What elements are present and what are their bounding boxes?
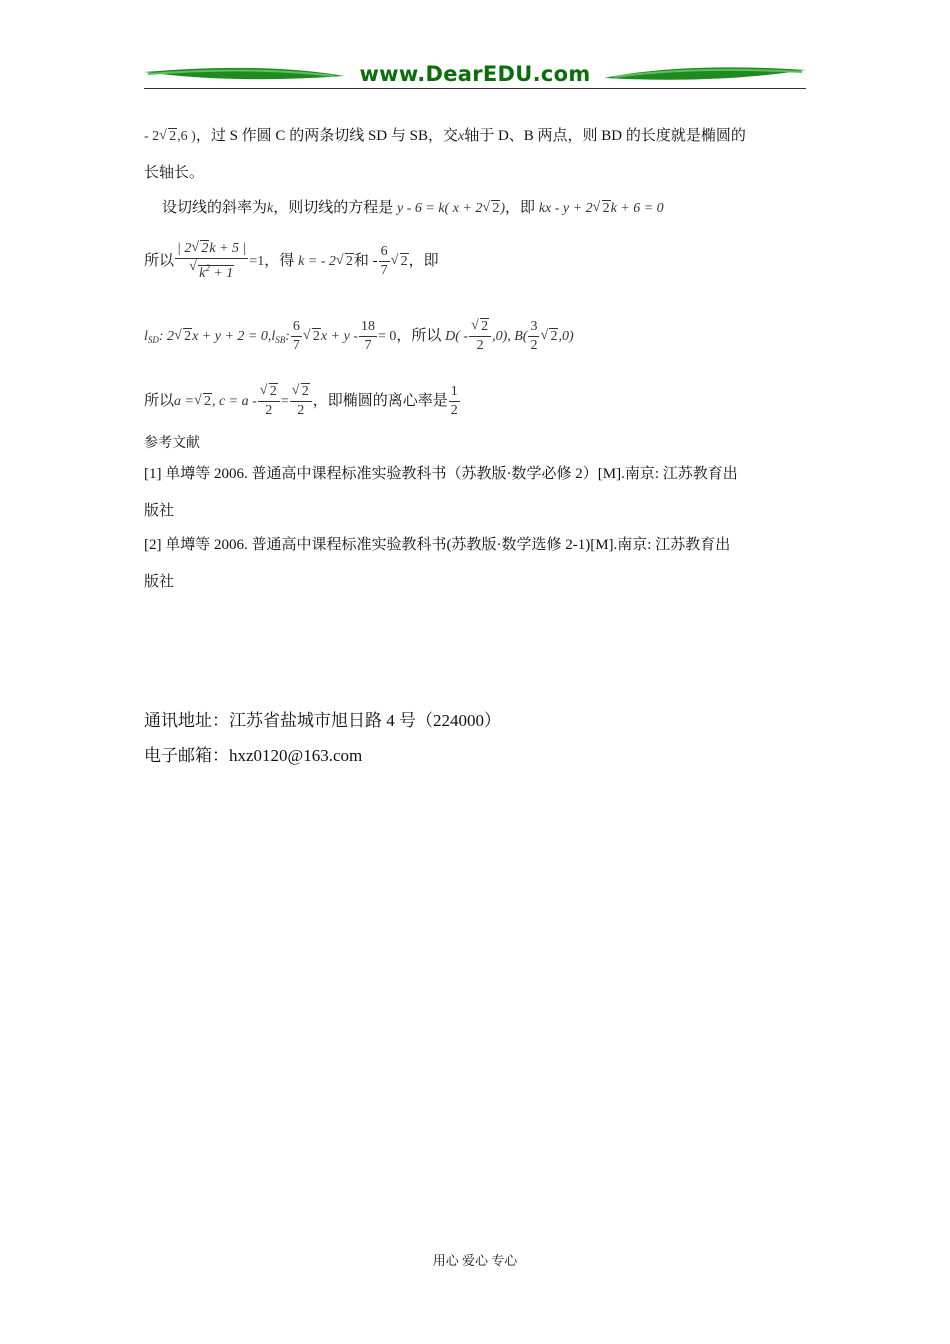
body-text: 所以 — [144, 252, 175, 269]
math-expression: k + 6 = 0 — [610, 201, 664, 216]
body-line-5 — [144, 318, 574, 355]
math-variable: l — [144, 328, 148, 344]
sqrt-expression: √ 2 — [482, 199, 500, 219]
math-expression: ) — [500, 201, 506, 216]
math-expression: ,0) — [558, 328, 574, 344]
math-expression: ,6 ) — [177, 129, 196, 144]
math-fraction: √ $\frac{2}{2}$ — [290, 383, 312, 420]
contact-email: 电子邮箱：hxz0120@163.com — [144, 746, 363, 765]
sqrt-expression: √ 2 — [336, 252, 354, 272]
math-expression: a = — [174, 393, 194, 409]
reference-item-1-line-1: [1] 单墫等 2006. 普通高中课程标准实验教科书（苏教版·数学必修 2）[M].南京: 江苏教育出 — [144, 466, 738, 482]
math-variable: x — [457, 129, 465, 144]
math-expression: = — [280, 393, 289, 409]
page-footer: 用心 爱心 专心 — [432, 1253, 518, 1268]
math-subscript: SD — [147, 334, 159, 345]
references-heading: 参考文献 — [144, 436, 200, 451]
body-line-1 — [144, 126, 746, 147]
math-expression: = 0 — [377, 328, 397, 344]
math-expression: =1 — [249, 253, 265, 269]
header-divider — [144, 88, 806, 89]
sqrt-expression: √ 2 — [593, 199, 611, 219]
body-line-6 — [144, 383, 461, 420]
math-expression: ,0), B( — [492, 328, 528, 344]
body-text: 设切线的斜率为 — [162, 200, 268, 216]
math-fraction: | 2√ 2k + 5 | √ $k^2 + 1$ — [175, 240, 248, 283]
sqrt-expression: √ 2 — [540, 327, 558, 347]
math-fraction: $\frac{6}{7}$ — [380, 244, 388, 278]
math-variable: l — [271, 328, 276, 344]
body-line-4 — [144, 240, 439, 283]
body-text: ，所以 — [396, 327, 442, 344]
body-text: ，即椭圆的离心率是 — [312, 392, 448, 409]
math-expression: - 2 — [144, 129, 160, 144]
math-expression: x + y - — [320, 328, 358, 344]
sqrt-expression: √ 2 — [159, 127, 177, 147]
body-text: 轴于 D、B 两点，则 BD 的长度就是椭圆的 — [464, 128, 746, 144]
body-line-3 — [162, 198, 664, 219]
math-fraction: $\frac{18}{7}$ — [360, 319, 375, 353]
body-text: 和 - — [353, 252, 378, 269]
body-text: ，得 — [264, 252, 295, 269]
site-logo: www.DearEDU.com — [359, 62, 591, 86]
math-fraction: √ $\frac{2}{2}$ — [258, 383, 280, 420]
math-fraction: $\frac{3}{2}$ — [530, 319, 538, 353]
sqrt-expression: √ 2 — [391, 252, 409, 272]
math-expression: y - 6 = k( x + 2 — [397, 201, 483, 216]
math-expression: k = - 2 — [298, 253, 336, 269]
body-text: ，则切线的方程是 — [273, 200, 394, 216]
math-subscript: SB — [275, 334, 286, 345]
reference-item-2-line-1: [2] 单墫等 2006. 普通高中课程标准实验教科书(苏教版·数学选修 2-1)[M].南京: 江苏教育出 — [144, 537, 731, 553]
body-text: ，即 — [408, 252, 439, 269]
math-fraction: $\frac{1}{2}$ — [450, 384, 458, 418]
body-line-2: 长轴长。 — [144, 165, 205, 181]
body-text: ，即 — [505, 200, 536, 216]
contact-address: 通讯地址：江苏省盐城市旭日路 4 号（224000） — [144, 711, 501, 730]
math-expression: D( - — [445, 328, 469, 344]
math-variable: k — [267, 201, 274, 216]
math-expression: : — [285, 328, 290, 344]
sqrt-expression: √ 2 — [174, 327, 192, 347]
sqrt-expression: √ 2 — [194, 392, 212, 412]
reference-item-2-line-2: 版社 — [144, 574, 175, 590]
math-expression: , c = a - — [211, 393, 257, 409]
sqrt-expression: √ 2 — [303, 327, 321, 347]
reference-item-1-line-2: 版社 — [144, 503, 175, 519]
math-fraction: $\frac{6}{7}$ — [292, 319, 300, 353]
math-expression: kx - y + 2 — [538, 201, 593, 216]
math-expression: x + y + 2 = 0, — [192, 328, 272, 344]
math-fraction: √ $\frac{2}{2}$ — [469, 318, 491, 355]
body-text: 所以 — [144, 392, 175, 409]
body-text: ，过 S 作圆 C 的两条切线 SD 与 SB，交 — [195, 128, 458, 144]
math-expression: : 2 — [158, 328, 175, 344]
